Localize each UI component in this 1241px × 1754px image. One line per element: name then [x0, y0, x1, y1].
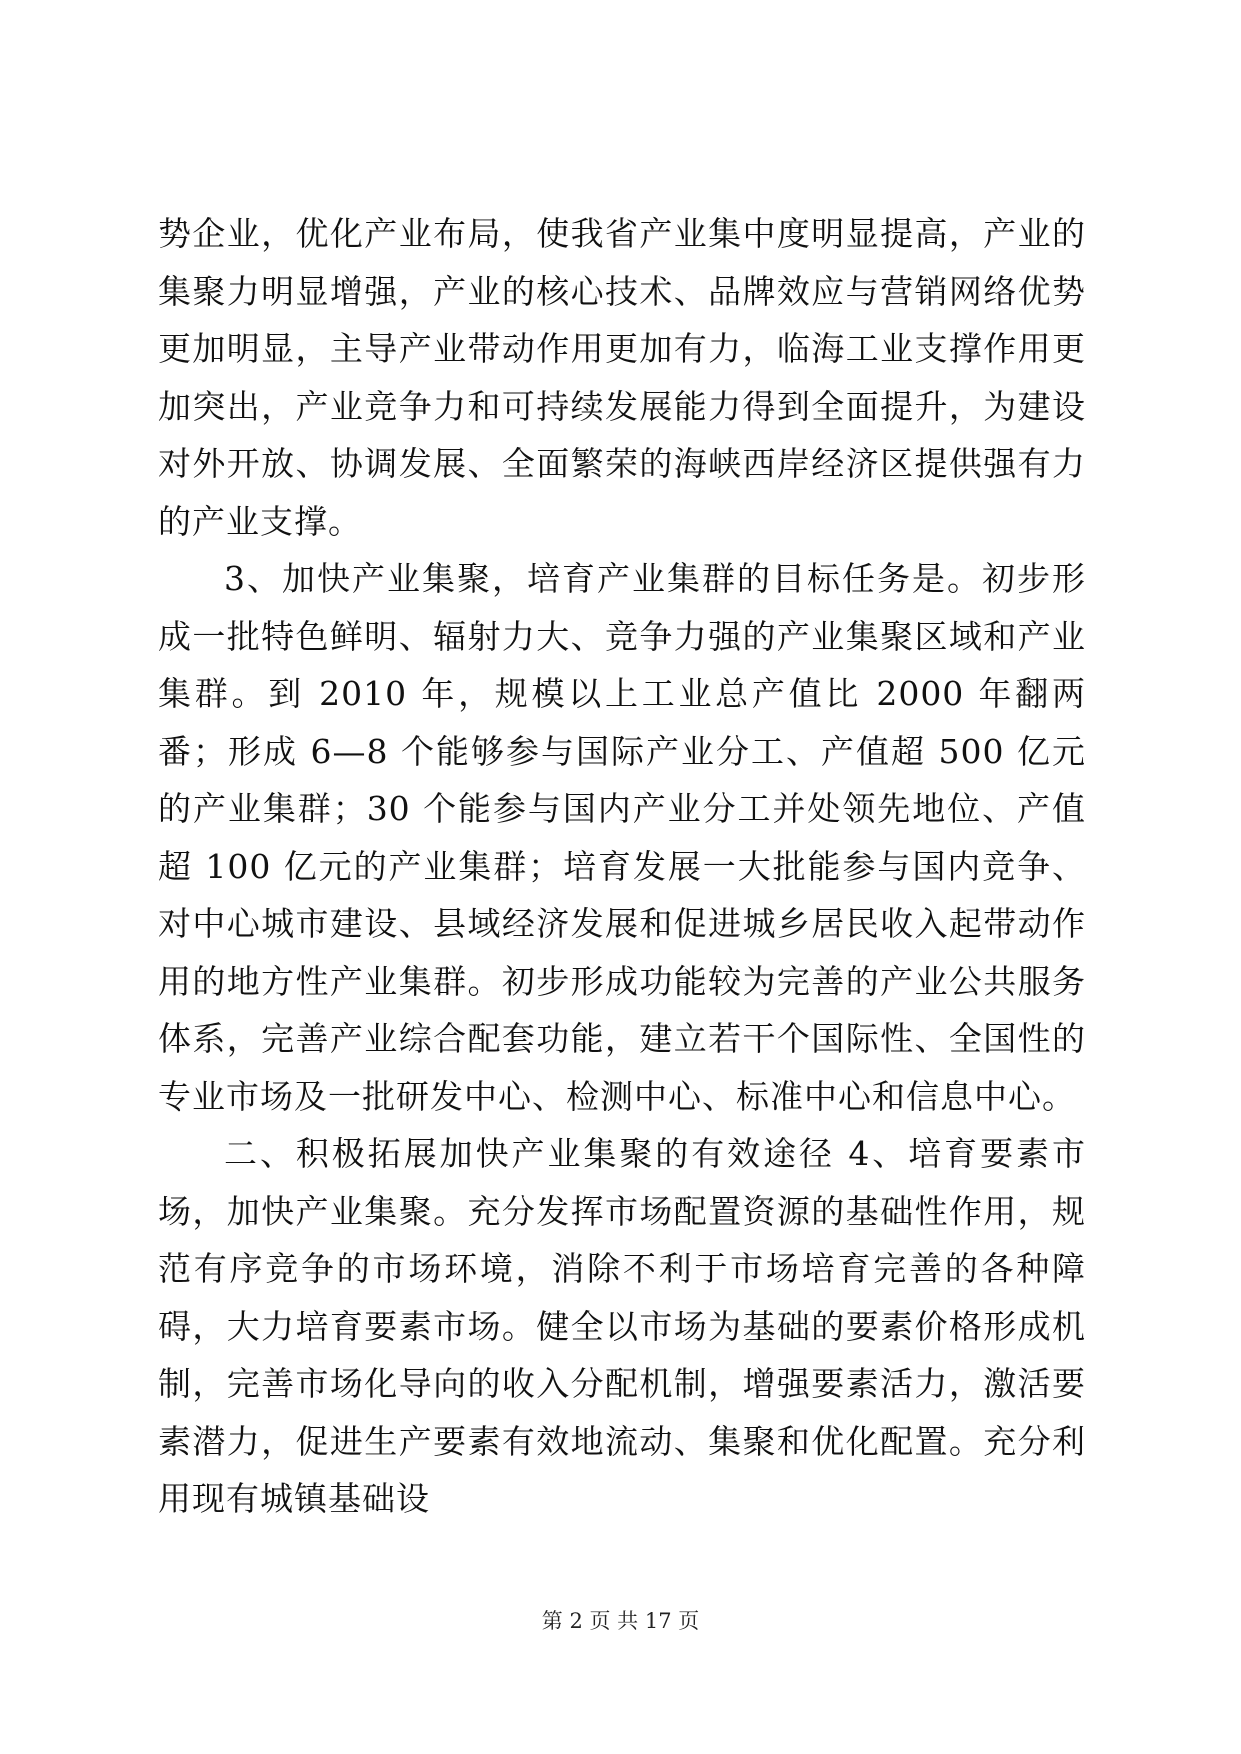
paragraph-3: 二、积极拓展加快产业集聚的有效途径 4、培育要素市场，加快产业集聚。充分发挥市场配置资源的基础性作用，规范有序竞争的市场环境，消除不利于市场培育完善的各种障碍，大力培育要素市场。健全以市场为基础的要素价格形成机制，完善市场化导向的收入分配机制，增强要素活力，激活要素潜力，促进生产要素有效地流动、集聚和优化配置。充分利用现有城镇基础设 [158, 1134, 1086, 1518]
page-number-footer: 第 2 页 共 17 页 [541, 1609, 700, 1633]
paragraph-1: 势企业，优化产业布局，使我省产业集中度明显提高，产业的集聚力明显增强，产业的核心技术、品牌效应与营销网络优势更加明显，主导产业带动作用更加有力，临海工业支撑作用更加突出，产业竞争力和可持续发展能力得到全面提升，为建设对外开放、协调发展、全面繁荣的海峡西岸经济区提供强有力的产业支撑。 [158, 214, 1086, 541]
document-body [158, 205, 1086, 1528]
paragraph-2: 3、加快产业集聚，培育产业集群的目标任务是。初步形成一批特色鲜明、辐射力大、竞争力强的产业集聚区域和产业集群。到 2010 年，规模以上工业总产值比 2000 年翻两番；形成 6—8 个能够参与国际产业分工、产值超 500 亿元的产业集群；30 个能参与国内产业分工并处领先地位、产值超 100 亿元的产业集群；培育发展一大批能参与国内竞争、对中心城市建设、县域经济发展和促进城乡居民收入起带动作用的地方性产业集群。初步形成功能较为完善的产业公共服务体系，完善产业综合配套功能，建立若干个国际性、全国性的专业市场及一批研发中心、检测中心、标准中心和信息中心。 [158, 559, 1086, 1116]
